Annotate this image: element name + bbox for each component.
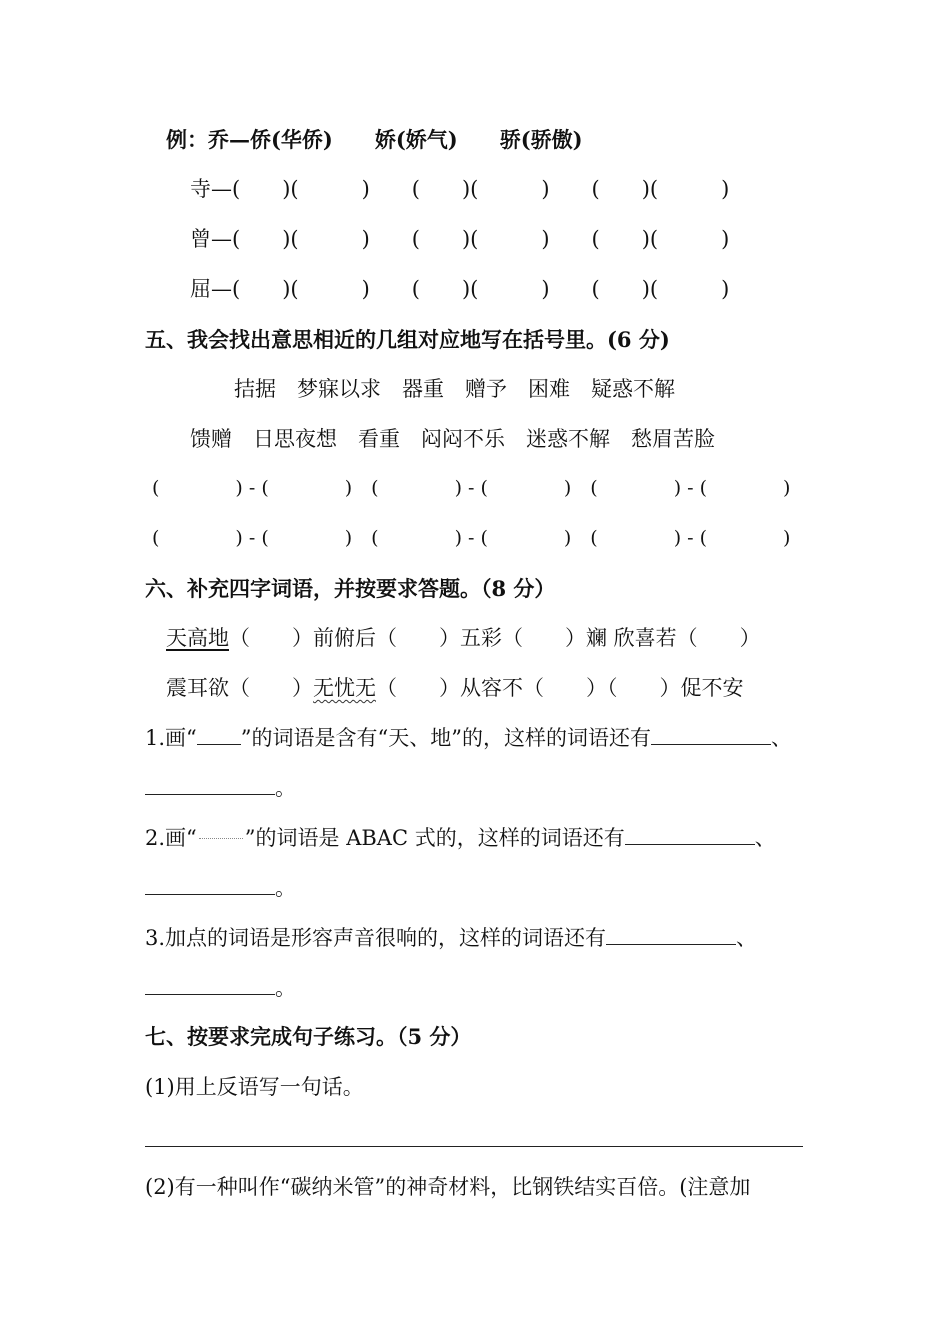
question-1 [145, 724, 792, 752]
pair-row1[interactable]: ( ) - ( ) ( ) - ( ) ( ) - ( ) [152, 477, 791, 499]
wavy-line-sample [199, 824, 243, 839]
q2-answer-blank-2[interactable] [145, 874, 275, 895]
char-row-qu[interactable]: 屈—( )( ) ( )( ) ( )( ) [190, 277, 730, 301]
wavy-underlined-idiom: 无忧无 [313, 676, 376, 700]
q1-answer-blank-1[interactable] [651, 724, 771, 745]
question-3 [145, 924, 757, 952]
q2-answer-blank-1[interactable] [625, 824, 755, 845]
q2-prefix: 2.画“ [145, 826, 197, 850]
q1-comma: 、 [771, 726, 792, 750]
q3-comma: 、 [736, 926, 758, 950]
q2-text: ”的词语是 ABAC 式的，这样的词语还有 [244, 826, 625, 850]
q1-answer-blank-2[interactable] [145, 774, 275, 795]
q3-text: 3.加点的词语是形容声音很响的，这样的词语还有 [145, 926, 607, 950]
q1-prefix: 1.画“ [145, 726, 197, 750]
q3-answer-blank-2[interactable] [145, 974, 275, 995]
char-row-ceng[interactable]: 曾—( )( ) ( )( ) ( )( ) [190, 227, 730, 251]
q3-line2 [145, 974, 296, 1002]
q3-period: 。 [275, 976, 296, 1000]
char-row-si[interactable]: 寺—( )( ) ( )( ) ( )( ) [190, 177, 730, 201]
q1-text: ”的词语是含有“天、地”的，这样的词语还有 [240, 726, 651, 750]
q2-line2 [145, 874, 296, 902]
question-2 [145, 824, 776, 852]
section7-q2: (2)有一种叫作“碳纳米管”的神奇材料，比钢铁结实百倍。(注意加 [145, 1175, 751, 1199]
q2-comma: 、 [754, 826, 776, 850]
underlined-idiom: 天高地 [166, 626, 229, 650]
answer-line[interactable] [145, 1146, 803, 1147]
q1-period: 。 [275, 776, 296, 800]
section6-title: 六、补充四字词语，并按要求答题。（8 分） [145, 576, 556, 601]
pair-row2[interactable]: ( ) - ( ) ( ) - ( ) ( ) - ( ) [152, 527, 791, 549]
section5-title: 五、我会找出意思相近的几组对应地写在括号里。(6 分) [145, 327, 670, 352]
word-bank-row2: 馈赠 日思夜想 看重 闷闷不乐 迷惑不解 愁眉苦脸 [190, 427, 715, 451]
idiom-row2-start: 震耳欲（ ） [166, 676, 313, 700]
idiom-row2[interactable] [166, 674, 744, 702]
q3-answer-blank-1[interactable] [606, 924, 736, 945]
idiom-row1[interactable] [166, 624, 761, 652]
q2-period: 。 [275, 876, 296, 900]
idiom-row2-rest: （ ）从容不（ ）（ ）促不安 [376, 676, 744, 700]
underline-sample [197, 724, 241, 745]
word-bank-row1: 拮据 梦寐以求 器重 赠予 困难 疑惑不解 [234, 377, 675, 401]
example-line: 例：乔—侨(华侨) 娇(娇气) 骄(骄傲) [166, 127, 583, 152]
section7-q1: (1)用上反语写一句话。 [145, 1075, 364, 1099]
q1-line2 [145, 774, 296, 802]
section7-title: 七、按要求完成句子练习。（5 分） [145, 1024, 472, 1049]
idiom-row1-rest: （ ）前俯后（ ）五彩（ ）斓 欣喜若（ ） [229, 626, 761, 650]
